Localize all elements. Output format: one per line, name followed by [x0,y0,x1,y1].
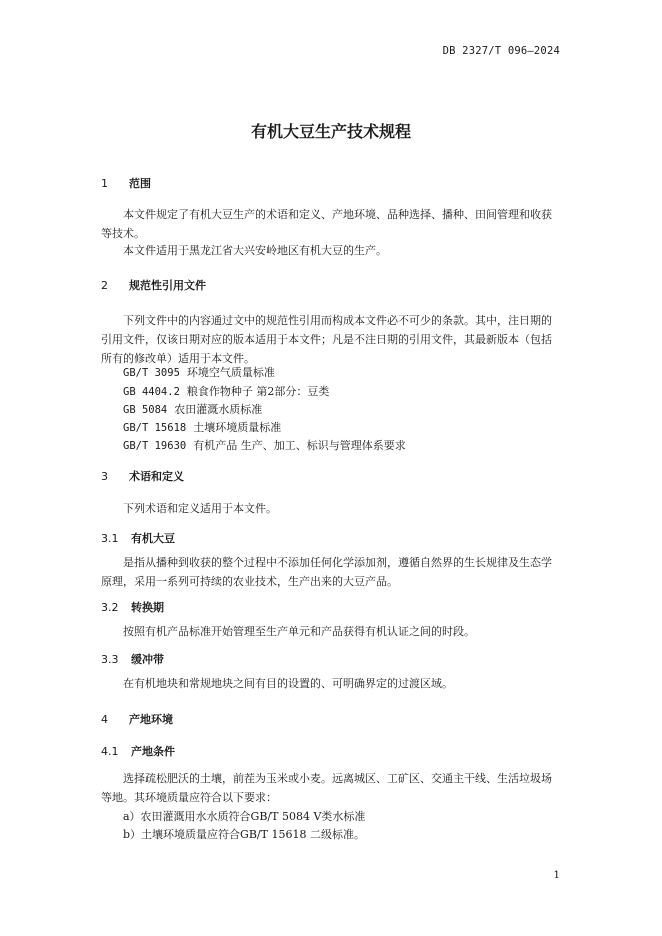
reference-name: 粮食作物种子 第2部分：豆类 [186,385,330,398]
section-number: 4 [101,713,108,726]
section-title: 产地环境 [129,713,173,726]
term-3-1-definition: 是指从播种到收获的整个过程中不添加任何化学添加剂，遵循自然界的生长规律及生态学原理，采用一系列可持续的农业技术，生产出来的大豆产品。 [101,556,552,588]
section-title: 规范性引用文件 [129,279,206,292]
section-1-paragraph-1: 本文件规定了有机大豆生产的术语和定义、产地环境、品种选择、播种、田间管理和收获等技术。 [101,208,552,240]
term-title: 转换期 [131,601,164,614]
section-3-intro: 下列术语和定义适用于本文件。 [123,502,277,515]
section-2-paragraph: 下列文件中的内容通过文中的规范性引用而构成本文件必不可少的条款。其中，注日期的引用文件，仅该日期对应的版本适用于本文件；凡是不注日期的引用文件，其最新版本（包括所有的修改单）适用于本文件。 [101,314,552,365]
term-title: 缓冲带 [131,653,164,666]
reference-code: GB/T 15618 [123,422,187,434]
term-3-2-definition: 按照有机产品标准开始管理至生产单元和产品获得有机认证之间的时段。 [123,625,475,638]
reference-name: 环境空气质量标准 [186,366,275,379]
reference-item [123,401,262,417]
term-3-3-heading [101,651,164,667]
reference-item [123,419,281,435]
term-number: 3.1 [101,532,119,545]
page-number: 1 [553,869,560,881]
subsection-4-1-heading [101,743,175,759]
term-3-1-heading [101,530,175,546]
term-number: 3.3 [101,653,119,666]
section-4-heading [101,711,173,727]
document-title: 有机大豆生产技术规程 [250,122,411,141]
section-title: 范围 [129,177,151,190]
reference-code: GB 4404.2 [123,386,180,398]
subsection-4-1-paragraph: 选择疏松肥沃的土壤，前茬为玉米或小麦。远离城区、工矿区、交通主干线、生活垃圾场等地。其环境质量应符合以下要求： [101,772,552,804]
section-2-heading [101,277,206,293]
reference-item [123,383,329,399]
section-1-paragraph-2: 本文件适用于黑龙江省大兴安岭地区有机大豆的生产。 [123,244,387,257]
reference-name: 土壤环境质量标准 [193,421,282,434]
section-number: 2 [101,279,108,292]
subsection-number: 4.1 [101,745,119,758]
term-number: 3.2 [101,601,119,614]
reference-code: GB/T 19630 [123,440,187,452]
reference-name: 农田灌溉水质标准 [174,403,263,416]
reference-item [123,437,406,453]
term-title: 有机大豆 [131,532,175,545]
term-3-2-heading [101,599,164,615]
term-3-3-definition: 在有机地块和常规地块之间有目的设置的、可明确界定的过渡区域。 [123,677,453,690]
requirement-item: a）农田灌溉用水水质符合GB/T 5084 V类水标准 [123,810,366,823]
requirement-item: b）土壤环境质量应符合GB/T 15618 二级标准。 [123,828,365,841]
document-code: DB 2327/T 096—2024 [442,45,560,57]
reference-item [123,364,275,380]
section-1-heading [101,175,151,191]
reference-code: GB 5084 [123,404,168,416]
section-number: 1 [101,177,108,190]
section-title: 术语和定义 [129,470,184,483]
reference-code: GB/T 3095 [123,367,180,379]
section-number: 3 [101,470,108,483]
subsection-title: 产地条件 [131,745,175,758]
reference-name: 有机产品 生产、加工、标识与管理体系要求 [193,439,406,452]
section-3-heading [101,468,184,484]
